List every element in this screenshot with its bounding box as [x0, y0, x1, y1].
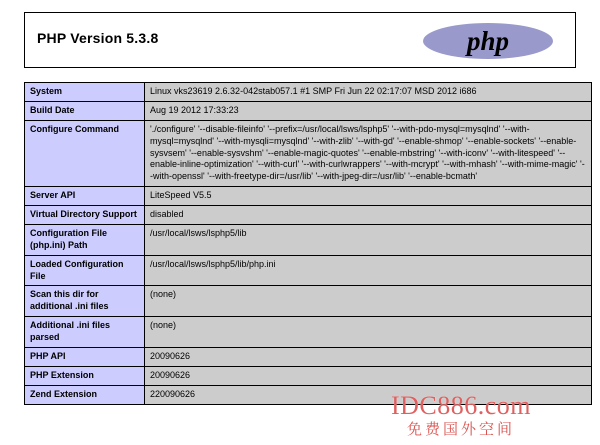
row-value: /usr/local/lsws/lsphp5/lib/php.ini: [145, 255, 592, 286]
row-value: /usr/local/lsws/lsphp5/lib: [145, 224, 592, 255]
table-row: [25, 347, 592, 366]
row-key: Server API: [25, 187, 145, 206]
row-value: (none): [145, 317, 592, 348]
phpinfo-table-body: [25, 83, 592, 405]
row-key: PHP API: [25, 347, 145, 366]
row-key: Virtual Directory Support: [25, 206, 145, 225]
table-row: [25, 120, 592, 186]
row-key: Loaded Configuration File: [25, 255, 145, 286]
table-row: [25, 101, 592, 120]
table-row: [25, 206, 592, 225]
row-value: 220090626: [145, 385, 592, 404]
row-key: Build Date: [25, 101, 145, 120]
row-value: LiteSpeed V5.5: [145, 187, 592, 206]
table-row: [25, 224, 592, 255]
row-value: Linux vks23619 2.6.32-042stab057.1 #1 SMP Fri Jun 22 02:17:07 MSD 2012 i686: [145, 83, 592, 102]
watermark-main-text: IDC886.com: [390, 391, 532, 420]
table-row: [25, 385, 592, 404]
table-row: [25, 83, 592, 102]
php-logo: [423, 17, 553, 65]
row-value: 20090626: [145, 366, 592, 385]
row-key: Additional .ini files parsed: [25, 317, 145, 348]
row-key: Configuration File (php.ini) Path: [25, 224, 145, 255]
row-key: Zend Extension: [25, 385, 145, 404]
row-value: 20090626: [145, 347, 592, 366]
phpinfo-table: [24, 82, 592, 405]
table-row: [25, 317, 592, 348]
table-row: [25, 286, 592, 317]
table-row: [25, 366, 592, 385]
page-title: PHP Version 5.3.8: [37, 30, 159, 46]
row-value: (none): [145, 286, 592, 317]
row-key: PHP Extension: [25, 366, 145, 385]
php-logo-text: php: [466, 26, 510, 56]
phpinfo-header: [24, 12, 576, 68]
watermark-sub-text: 免费国外空间: [406, 421, 515, 438]
table-row: [25, 255, 592, 286]
row-key: Configure Command: [25, 120, 145, 186]
row-value: disabled: [145, 206, 592, 225]
row-key: Scan this dir for additional .ini files: [25, 286, 145, 317]
row-value: './configure' '--disable-fileinfo' '--prefix=/usr/local/lsws/lsphp5' '--with-pdo-mysql=mysqlnd' '--with-mysql=mysqlnd' '--with-mysqli=mysqlnd' '--with-zlib' '--with-gd' '--enable-shmop' '--enable-sockets' '--enable-sysvsem' '--enable-sysvshm' '--enable-magic-quotes' '--enable-mbstring' '--with-iconv' '--with-litespeed' '--enable-inline-optimization' '--with-curl' '--with-curlwrappers' '--with-mcrypt' '--with-mhash' '--with-mime-magic' '--with-openssl' '--with-freetype-dir=/usr/lib' '--with-jpeg-dir=/usr/lib' '--enable-bcmath': [145, 120, 592, 186]
row-value: Aug 19 2012 17:33:23: [145, 101, 592, 120]
table-row: [25, 187, 592, 206]
row-key: System: [25, 83, 145, 102]
